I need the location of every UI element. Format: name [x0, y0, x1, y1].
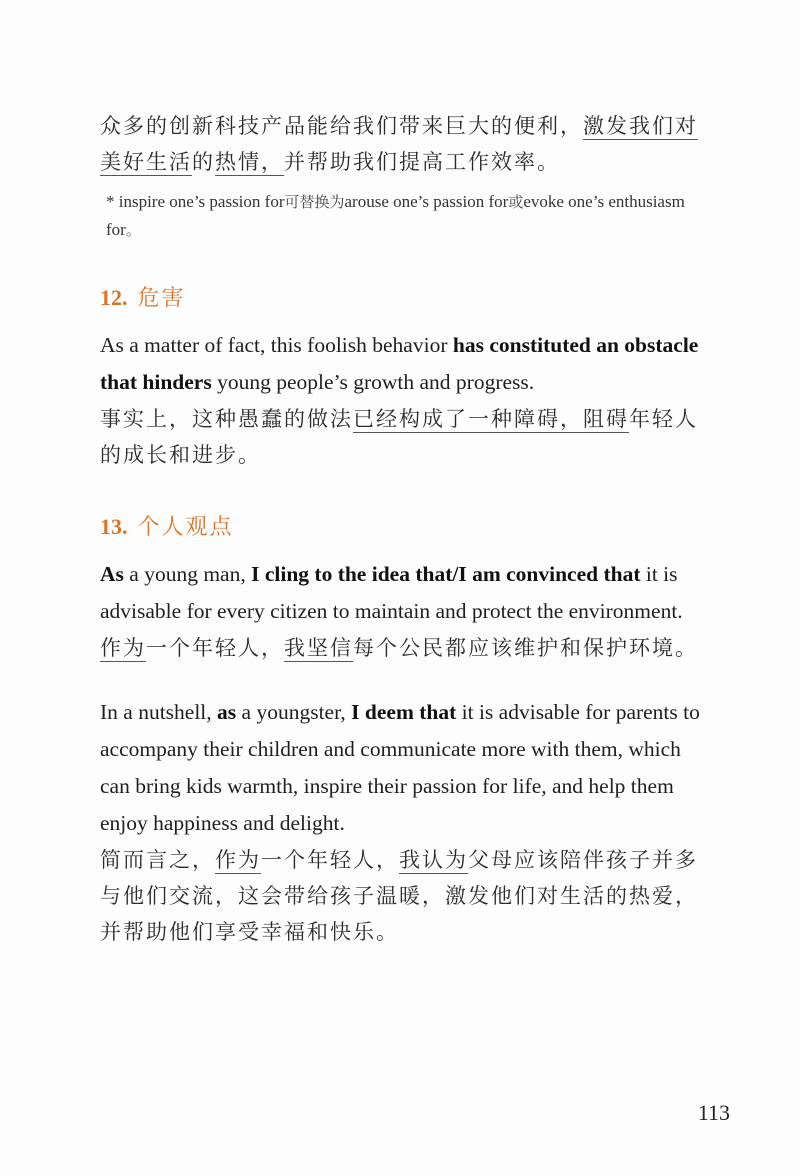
zh-underlined: 我坚信 [284, 636, 353, 660]
section-13-zh [100, 630, 700, 666]
en-bold-phrase: as [217, 700, 237, 724]
zh-text: 每个公民都应该维护和保护环境。 [353, 636, 698, 660]
en-text: As a matter of fact, this foolish behavior [100, 333, 453, 357]
section-title: 个人观点 [137, 515, 234, 540]
note-cn: 。 [125, 221, 141, 239]
zh-text: 事实上，这种愚蠢的做法 [100, 407, 353, 431]
zh-underlined: 作为 [100, 636, 146, 660]
intro-zh-underlined: 激发我们对美好生活 [100, 114, 698, 174]
en-bold-phrase: I deem that [351, 700, 457, 724]
en-bold-phrase: I cling to the idea that/I am convinced that [251, 562, 641, 586]
section-title: 危害 [137, 286, 186, 311]
section-12-zh [100, 401, 700, 473]
note-star: * [106, 192, 115, 211]
section-13-en [100, 556, 700, 630]
zh-text: 一个年轻人， [261, 848, 399, 872]
zh-text: 一个年轻人， [146, 636, 284, 660]
note-cn: 或 [508, 193, 524, 211]
zh-underlined: 我认为 [399, 848, 468, 872]
zh-text: 父母应该陪伴孩子并多与他们交流，这会带给孩子温暖，激发他们对生活的热爱，并帮助他们享受幸福和快乐。 [100, 848, 698, 944]
intro-zh-part: 的 [192, 150, 215, 174]
note-phrase: arouse one’s passion for [344, 192, 509, 211]
section-number: 13. [100, 514, 128, 539]
spacer [100, 666, 700, 694]
zh-text: 年轻人的成长和进步。 [100, 407, 698, 467]
en-text: young people’s growth and progress. [211, 370, 535, 394]
en-text: it is advisable for every citizen to maintain and protect the environment. [100, 562, 683, 623]
conclusion-en [100, 694, 700, 842]
intro-zh-part: 众多的创新科技产品能给我们带来巨大的便利， [100, 114, 583, 138]
section-12-en [100, 327, 700, 401]
en-text: it is advisable for parents to accompany their children and communicate more with them, which can bring kids warmth, inspire their passion for life, and help them enjoy happiness and delight. [100, 700, 700, 835]
section-13-heading [100, 509, 700, 546]
note-cn: 可替换为 [284, 193, 345, 211]
note-phrase: inspire one’s passion for [118, 192, 285, 211]
intro-zh [100, 108, 700, 180]
intro-note [100, 188, 700, 244]
section-number: 12. [100, 285, 128, 310]
zh-underlined: 作为 [215, 848, 261, 872]
intro-zh-underlined: 热情， [215, 150, 284, 174]
en-bold-phrase: has constituted an obstacle that hinders [100, 333, 699, 394]
zh-text: 简而言之， [100, 848, 215, 872]
page-body [100, 108, 700, 950]
section-12-heading [100, 280, 700, 317]
en-text: a youngster, [236, 700, 352, 724]
zh-underlined: 已经构成了一种障碍，阻碍 [353, 407, 629, 431]
en-bold-phrase: As [100, 562, 124, 586]
en-text: In a nutshell, [100, 700, 218, 724]
conclusion-zh [100, 842, 700, 950]
page-number: 113 [697, 1100, 730, 1125]
intro-zh-part: 并帮助我们提高工作效率。 [284, 150, 560, 174]
note-phrase: evoke one’s enthusiasm for [106, 192, 685, 239]
en-text: a young man, [123, 562, 252, 586]
